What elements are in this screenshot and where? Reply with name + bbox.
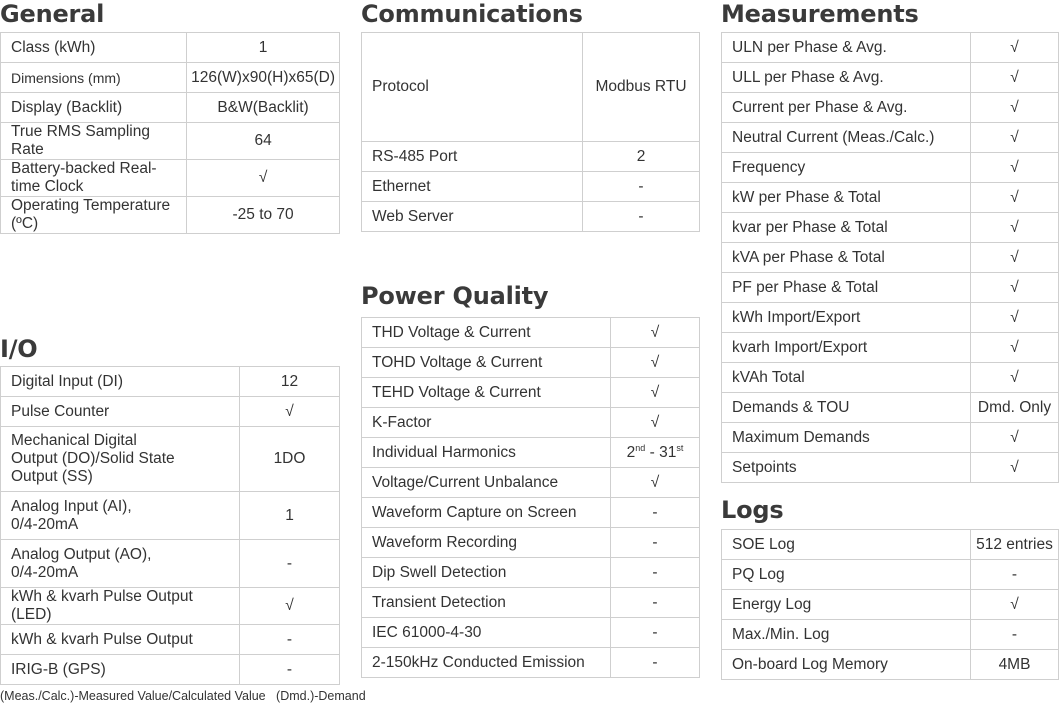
- row-value: -: [971, 620, 1059, 650]
- table-row: [722, 213, 1059, 243]
- table-row: [362, 33, 700, 142]
- row-value: √: [971, 363, 1059, 393]
- table-row: [1, 33, 340, 63]
- power-quality-table: [361, 317, 700, 678]
- row-label: Class (kWh): [1, 33, 187, 63]
- row-value: √: [971, 453, 1059, 483]
- row-value: -: [240, 540, 340, 588]
- row-label: Waveform Recording: [362, 528, 611, 558]
- row-label: Energy Log: [722, 590, 971, 620]
- row-value: √: [971, 33, 1059, 63]
- table-row: [362, 142, 700, 172]
- measurements-title: Measurements: [721, 0, 919, 28]
- row-value: -: [611, 618, 700, 648]
- table-row: [362, 438, 700, 468]
- row-label-line: Mechanical Digital: [11, 432, 137, 449]
- general-table: [0, 32, 340, 234]
- row-label: Pulse Counter: [1, 397, 240, 427]
- table-row: [722, 423, 1059, 453]
- row-label: TOHD Voltage & Current: [362, 348, 611, 378]
- row-label-line: Output (DO)/Solid State: [11, 450, 175, 467]
- row-label: Frequency: [722, 153, 971, 183]
- row-value: √: [971, 590, 1059, 620]
- table-row: [722, 273, 1059, 303]
- table-row: [1, 427, 340, 492]
- table-row: [722, 243, 1059, 273]
- table-row: [1, 367, 340, 397]
- row-value: Modbus RTU: [583, 33, 700, 142]
- table-row: [362, 468, 700, 498]
- table-row: [722, 560, 1059, 590]
- power-quality-section: [361, 282, 548, 310]
- row-value: 64: [187, 123, 340, 160]
- row-label: PQ Log: [722, 560, 971, 590]
- row-label-line: 0/4-20mA: [11, 515, 79, 533]
- row-label: Battery-backed Real-time Clock: [1, 160, 187, 197]
- row-label: kW per Phase & Total: [722, 183, 971, 213]
- row-label: Operating Temperature (ºC): [1, 197, 187, 234]
- power-quality-title: Power Quality: [361, 282, 549, 310]
- table-row: [362, 202, 700, 232]
- row-label: Waveform Capture on Screen: [362, 498, 611, 528]
- row-value: -25 to 70: [187, 197, 340, 234]
- row-label: THD Voltage & Current: [362, 318, 611, 348]
- table-row: [722, 620, 1059, 650]
- row-value: 4MB: [971, 650, 1059, 680]
- row-value: 1: [187, 33, 340, 63]
- row-label: Setpoints: [722, 453, 971, 483]
- row-label: Current per Phase & Avg.: [722, 93, 971, 123]
- row-label: Dimensions (mm): [1, 63, 187, 93]
- row-label: TEHD Voltage & Current: [362, 378, 611, 408]
- table-row: [1, 625, 340, 655]
- row-value: 2: [583, 142, 700, 172]
- row-value: √: [971, 183, 1059, 213]
- measurements-section: [721, 0, 919, 28]
- table-row: [1, 540, 340, 588]
- table-row: [722, 123, 1059, 153]
- row-label: Demands & TOU: [722, 393, 971, 423]
- row-value: 126(W)x90(H)x65(D): [187, 63, 340, 93]
- row-value: B&W(Backlit): [187, 93, 340, 123]
- row-label-line: 0/4-20mA: [11, 563, 79, 581]
- row-label: ULL per Phase & Avg.: [722, 63, 971, 93]
- row-label: Maximum Demands: [722, 423, 971, 453]
- row-label: kvarh Import/Export: [722, 333, 971, 363]
- row-value: 12: [240, 367, 340, 397]
- general-title: General: [0, 0, 105, 28]
- table-row: [722, 590, 1059, 620]
- row-label: kVAh Total: [722, 363, 971, 393]
- row-label: Neutral Current (Meas./Calc.): [722, 123, 971, 153]
- io-table: [0, 366, 340, 685]
- logs-title: Logs: [721, 496, 784, 524]
- row-value: √: [971, 123, 1059, 153]
- row-label: Individual Harmonics: [362, 438, 611, 468]
- table-row: [722, 650, 1059, 680]
- row-label: Ethernet: [362, 172, 583, 202]
- harmonic-end-suffix: st: [676, 442, 684, 453]
- row-label: IRIG-B (GPS): [1, 655, 240, 685]
- row-value: 512 entries: [971, 530, 1059, 560]
- row-value: √: [240, 588, 340, 625]
- row-label: PF per Phase & Total: [722, 273, 971, 303]
- table-row: [1, 588, 340, 625]
- table-row: [722, 303, 1059, 333]
- footnote: (Meas./Calc.)-Measured Value/Calculated Value (Dmd.)-Demand: [0, 689, 366, 703]
- harmonic-start: 2: [626, 443, 636, 461]
- row-value: -: [240, 625, 340, 655]
- row-value: √: [611, 468, 700, 498]
- row-label-line: Analog Input (AI),: [11, 497, 132, 515]
- harmonic-end: - 31: [645, 443, 677, 461]
- row-label: kWh & kvarh Pulse Output: [1, 625, 240, 655]
- table-row: [722, 530, 1059, 560]
- table-row: [722, 63, 1059, 93]
- row-value: -: [611, 648, 700, 678]
- logs-section: [721, 496, 783, 524]
- io-title: I/O: [0, 335, 38, 363]
- row-label: [1, 540, 240, 588]
- table-row: [1, 197, 340, 234]
- table-row: [362, 378, 700, 408]
- row-value: √: [187, 160, 340, 197]
- row-value: 1: [240, 492, 340, 540]
- communications-section: [361, 0, 583, 28]
- row-value: √: [971, 333, 1059, 363]
- row-label: [1, 427, 240, 492]
- table-row: [722, 393, 1059, 423]
- table-row: [722, 93, 1059, 123]
- table-row: [362, 528, 700, 558]
- table-row: [722, 363, 1059, 393]
- table-row: [1, 397, 340, 427]
- general-section: [0, 0, 104, 28]
- row-label: kWh & kvarh Pulse Output (LED): [1, 588, 240, 625]
- row-value: -: [240, 655, 340, 685]
- table-row: [362, 588, 700, 618]
- row-label: Max./Min. Log: [722, 620, 971, 650]
- table-row: [1, 63, 340, 93]
- row-value: √: [240, 397, 340, 427]
- table-row: [722, 333, 1059, 363]
- table-row: [722, 33, 1059, 63]
- row-label: 2-150kHz Conducted Emission: [362, 648, 611, 678]
- row-value: √: [971, 213, 1059, 243]
- row-label: kVA per Phase & Total: [722, 243, 971, 273]
- table-row: [1, 93, 340, 123]
- communications-table: [361, 32, 700, 232]
- table-row: [722, 453, 1059, 483]
- row-label: ULN per Phase & Avg.: [722, 33, 971, 63]
- row-value: -: [611, 588, 700, 618]
- row-label: Display (Backlit): [1, 93, 187, 123]
- table-row: [1, 123, 340, 160]
- row-value: 1DO: [240, 427, 340, 492]
- table-row: [362, 618, 700, 648]
- row-value: [611, 438, 700, 468]
- row-label: Dip Swell Detection: [362, 558, 611, 588]
- row-label: IEC 61000-4-30: [362, 618, 611, 648]
- table-row: [1, 492, 340, 540]
- harmonic-start-suffix: nd: [635, 442, 646, 453]
- table-row: [722, 153, 1059, 183]
- table-row: [362, 558, 700, 588]
- row-value: √: [611, 318, 700, 348]
- row-value: √: [971, 93, 1059, 123]
- row-label: kvar per Phase & Total: [722, 213, 971, 243]
- table-row: [722, 183, 1059, 213]
- row-value: √: [971, 423, 1059, 453]
- row-value: √: [971, 303, 1059, 333]
- row-value: Dmd. Only: [971, 393, 1059, 423]
- table-row: [362, 648, 700, 678]
- row-label: Transient Detection: [362, 588, 611, 618]
- table-row: [362, 172, 700, 202]
- row-label-line: Output (SS): [11, 468, 93, 485]
- row-label: True RMS Sampling Rate: [1, 123, 187, 160]
- row-label: Web Server: [362, 202, 583, 232]
- row-value: √: [971, 63, 1059, 93]
- row-value: √: [611, 408, 700, 438]
- row-value: -: [971, 560, 1059, 590]
- row-value: √: [971, 273, 1059, 303]
- communications-title: Communications: [361, 0, 583, 28]
- row-value: -: [611, 498, 700, 528]
- row-label: Voltage/Current Unbalance: [362, 468, 611, 498]
- row-label-line: Analog Output (AO),: [11, 545, 152, 563]
- row-label: kWh Import/Export: [722, 303, 971, 333]
- table-row: [362, 498, 700, 528]
- row-value: √: [611, 348, 700, 378]
- row-value: √: [611, 378, 700, 408]
- row-label: RS-485 Port: [362, 142, 583, 172]
- measurements-table: [721, 32, 1059, 483]
- row-value: -: [611, 558, 700, 588]
- io-section: [0, 335, 38, 363]
- row-label: SOE Log: [722, 530, 971, 560]
- row-label: [1, 492, 240, 540]
- row-value: √: [971, 243, 1059, 273]
- row-label: Digital Input (DI): [1, 367, 240, 397]
- table-row: [362, 348, 700, 378]
- table-row: [1, 655, 340, 685]
- row-label: K-Factor: [362, 408, 611, 438]
- row-value: -: [583, 202, 700, 232]
- table-row: [362, 318, 700, 348]
- row-value: √: [971, 153, 1059, 183]
- row-label: Protocol: [362, 33, 583, 142]
- row-label: On-board Log Memory: [722, 650, 971, 680]
- table-row: [362, 408, 700, 438]
- logs-table: [721, 529, 1059, 680]
- table-row: [1, 160, 340, 197]
- row-value: -: [611, 528, 700, 558]
- row-value: -: [583, 172, 700, 202]
